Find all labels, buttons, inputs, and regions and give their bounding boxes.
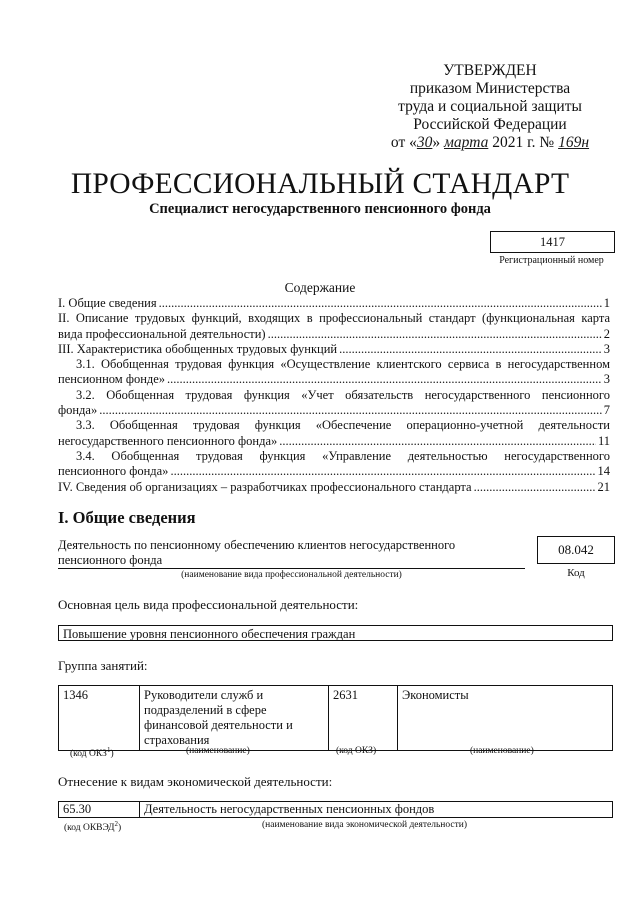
caption-okved-name: (наименование вида экономической деятельности) [262, 820, 467, 830]
econ-activity-table [58, 801, 613, 818]
toc-item[interactable]: IV. Сведения об организациях – разработчиках профессионального стандарта ..... 21 [58, 480, 610, 495]
approval-line-3: труда и социальной защиты [398, 98, 582, 115]
toc-item-cont[interactable]: негосударственного пенсионного фонда» ..... 11 [58, 434, 610, 449]
goal-label: Основная цель вида профессиональной деятельности: [58, 597, 359, 612]
toc-item-cont[interactable]: фонда» ..... 7 [58, 403, 610, 418]
toc-item[interactable]: 3.3. Обобщенная трудовая функция «Обеспечение операционно-учетной деятельности [76, 418, 610, 433]
approval-date-line [370, 134, 610, 152]
activity-caption: (наименование вида профессиональной деятельности) [181, 570, 402, 580]
okz-code-1: 1346 [59, 686, 140, 751]
occupation-group-table [58, 685, 613, 751]
toc-item[interactable]: II. Описание трудовых функций, входящих в профессиональный стандарт (функциональная карта [58, 311, 610, 326]
activity-underline [58, 568, 525, 569]
activity-name: Деятельность по пенсионному обеспечению клиентов негосударственного пенсионного фонда [58, 538, 456, 567]
econ-label: Отнесение к видам экономической деятельности: [58, 774, 333, 789]
okz-code-2: 2631 [329, 686, 398, 751]
caption-okz-name-1: (наименование) [186, 746, 250, 756]
approval-line-4: Российской Федерации [413, 116, 567, 133]
handwritten-number: 169н [558, 134, 590, 151]
registration-number-label: Регистрационный номер [499, 255, 604, 266]
toc-heading: Содержание [284, 280, 356, 295]
toc-item-cont[interactable]: пенсионного фонда» ..... 14 [58, 464, 610, 479]
section-heading: I. Общие сведения [58, 508, 196, 527]
approval-block [370, 62, 610, 152]
handwritten-day: 30 [416, 134, 433, 151]
document-subtitle: Специалист негосударственного пенсионного фонда [149, 201, 491, 217]
table-of-contents [58, 296, 610, 495]
approval-line-2: приказом Министерства [409, 80, 571, 97]
group-label: Группа занятий: [58, 658, 148, 673]
code-caption: Код [567, 567, 585, 579]
toc-item[interactable]: 3.1. Обобщенная трудовая функция «Осуществление клиентского сервиса в негосударственном [76, 357, 610, 372]
caption-okz-code-2: (код ОКЗ) [336, 746, 377, 756]
okz-name-2: Экономисты [398, 686, 613, 751]
activity-code-box: 08.042 [537, 536, 615, 564]
date-mid: » [432, 134, 441, 151]
document-title: ПРОФЕССИОНАЛЬНЫЙ СТАНДАРТ [70, 168, 570, 200]
toc-item[interactable]: 3.4. Обобщенная трудовая функция «Управление деятельностью негосударственного [76, 448, 610, 463]
goal-field: Повышение уровня пенсионного обеспечения граждан [58, 625, 613, 641]
okz-name-1: Руководители служб и подразделений в сфере финансовой деятельности и страхования [140, 686, 329, 751]
toc-item[interactable]: I. Общие сведения ..... 1 [58, 296, 610, 311]
toc-item[interactable]: III. Характеристика обобщенных трудовых функций ..... 3 [58, 342, 610, 357]
approval-heading: УТВЕРЖДЕН [443, 62, 537, 79]
caption-okved-code: (код ОКВЭД$^2$) [64, 820, 122, 834]
toc-item[interactable]: 3.2. Обобщенная трудовая функция «Учет обязательств негосударственного пенсионного [76, 387, 610, 402]
toc-item-cont[interactable]: пенсионном фонде» ..... 3 [58, 372, 610, 387]
date-year: 2021 г. № [492, 134, 555, 151]
handwritten-month: марта [444, 134, 489, 151]
caption-okz-name-2: (наименование) [470, 746, 534, 756]
toc-item-cont[interactable]: вида профессиональной деятельности) ..... 2 [58, 327, 610, 342]
date-prefix: от « [390, 134, 417, 151]
caption-okz-code-1: (код ОКЗ$^1$) [70, 746, 114, 760]
okved-code: 65.30 [59, 802, 140, 818]
registration-number-box: 1417 [490, 231, 615, 253]
table-row [59, 686, 613, 751]
table-row [59, 802, 613, 818]
okved-name: Деятельность негосударственных пенсионных фондов [140, 802, 613, 818]
